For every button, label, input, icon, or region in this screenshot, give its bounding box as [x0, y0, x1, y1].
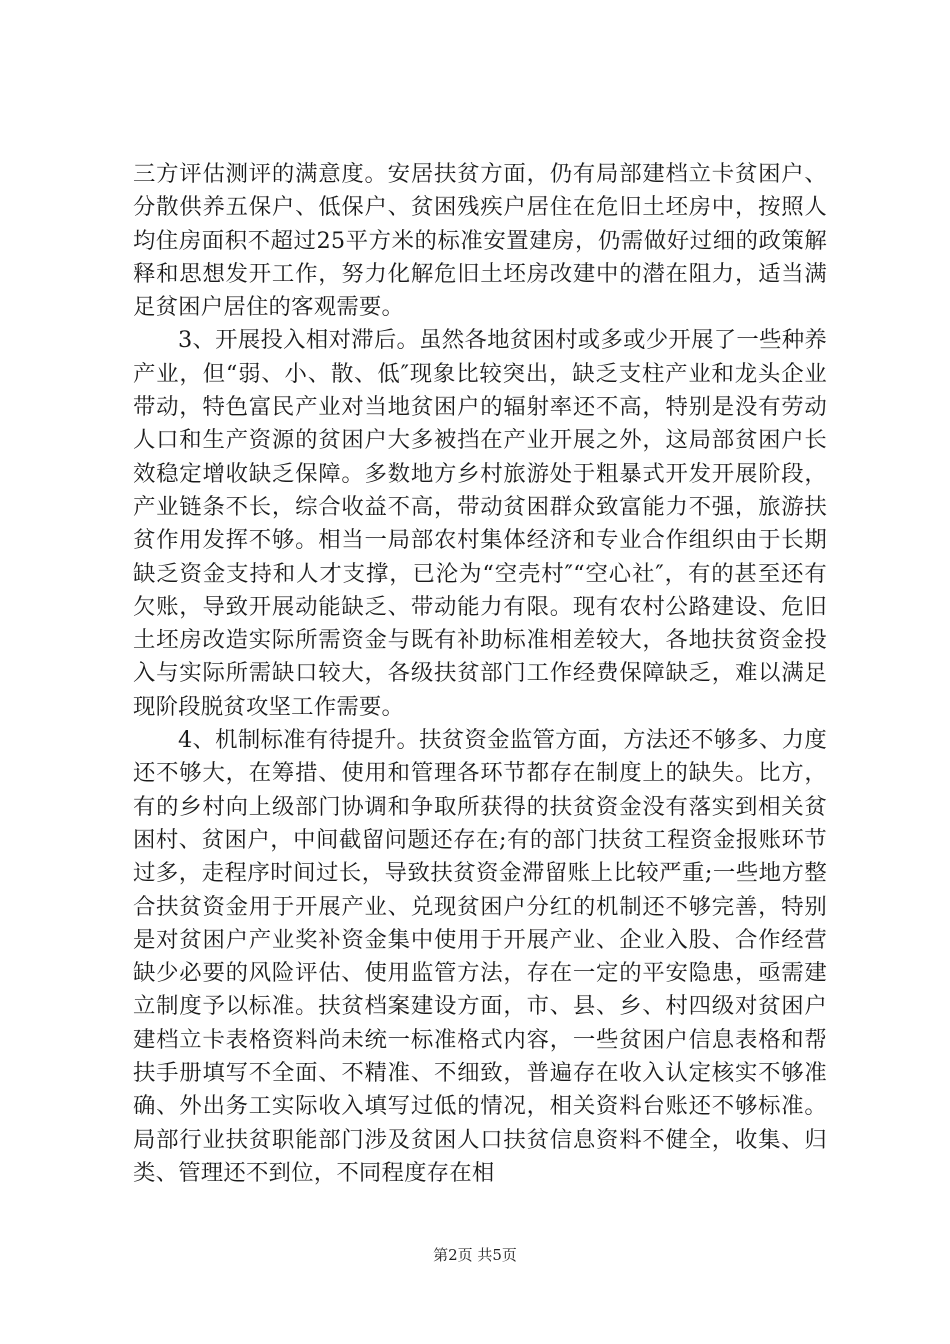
- paragraph-continuation: 三方评估测评的满意度。安居扶贫方面，仍有局部建档立卡贫困户、分散供养五保户、低保户、贫困残疾户居住在危旧土坯房中，按照人均住房面积不超过25平方米的标准安置建房，仍需做好过细的政策解释和思想发开工作，努力化解危旧土坯房改建中的潜在阻力，适当满足贫困户居住的客观需要。: [133, 161, 827, 321]
- paragraph-section-4: 4、机制标准有待提升。扶贫资金监管方面，方法还不够多、力度还不够大，在筹措、使用和管理各环节都存在制度上的缺失。比方，有的乡村向上级部门协调和争取所获得的扶贫资金没有落实到相关贫困村、贫困户，中间截留问题还存在;有的部门扶贫工程资金报账环节过多，走程序时间过长，导致扶贫资金滞留账上比较严重;一些地方整合扶贫资金用于开展产业、兑现贫困户分红的机制还不够完善，特别是对贫困户产业奖补资金集中使用于开展产业、企业入股、合作经营缺少必要的风险评估、使用监管方法，存在一定的平安隐患，亟需建立制度予以标准。扶贫档案建设方面，市、县、乡、村四级对贫困户建档立卡表格资料尚未统一标准格式内容，一些贫困户信息表格和帮扶手册填写不全面、不精准、不细致，普遍存在收入认定核实不够准确、外出务工实际收入填写过低的情况，相关资料台账还不够标准。局部行业扶贫职能部门涉及贫困人口扶贫信息资料不健全，收集、归类、管理还不到位，不同程度存在相: [133, 727, 827, 1186]
- document-body: [133, 158, 827, 1190]
- page-footer: 第2页 共5页: [433, 1246, 517, 1264]
- paragraph-section-3: 3、开展投入相对滞后。虽然各地贫困村或多或少开展了一些种养产业，但“弱、小、散、低″现象比较突出，缺乏支柱产业和龙头企业带动，特色富民产业对当地贫困户的辐射率还不高，特别是没有劳动人口和生产资源的贫困户大多被挡在产业开展之外，这局部贫困户长效稳定增收缺乏保障。多数地方乡村旅游处于粗暴式开发开展阶段，产业链条不长，综合收益不高，带动贫困群众致富能力不强，旅游扶贫作用发挥不够。相当一局部农村集体经济和专业合作组织由于长期缺乏资金支持和人才支撑，已沦为“空壳村″“空心社″，有的甚至还有欠账，导致开展动能缺乏、带动能力有限。现有农村公路建设、危旧土坯房改造实际所需资金与既有补助标准相差较大，各地扶贫资金投入与实际所需缺口较大，各级扶贫部门工作经费保障缺乏，难以满足现阶段脱贫攻坚工作需要。: [133, 327, 827, 720]
